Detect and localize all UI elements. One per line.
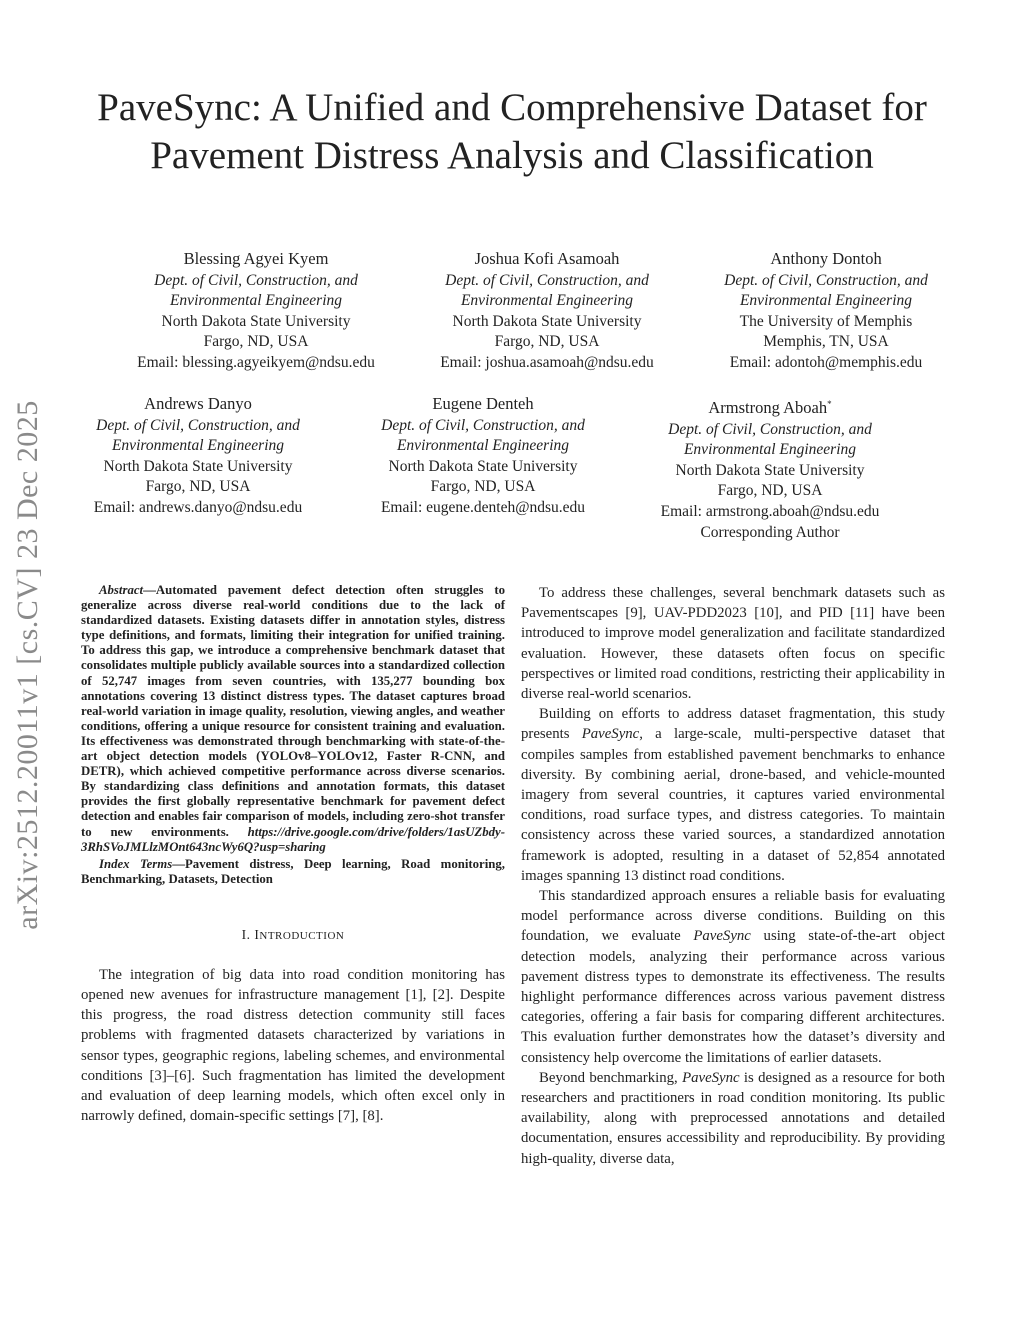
author-email: Email: andrews.danyo@ndsu.edu [93, 498, 303, 516]
paragraph-text: , a large-scale, multi-perspective dataset that compiles samples from established pavement benchmarks to enhance diversity. By combining aerial, drone-based, and vehicle-mounted imagery from several countries, it captures varied environmental conditions, road surface types, and distress categories. To maintain consistency across these varied sources, a standardized annotation framework is adopted, resulting in a dataset of 52,854 annotated images spanning 13 distinct road conditions. [521, 726, 945, 884]
author-dept: Environmental Engineering [169, 292, 343, 310]
author-dept: Dept. of Civil, Construction, and [445, 271, 649, 289]
intro-paragraph-2: To address these challenges, several benchmark datasets such as Pavementscapes [9], UAV-PDD2023 [10], and PID [11] have been introduced to improve model generalization and facilitate standardized evaluation. However, these datasets often focus on specific perspectives or limited road conditions, restricting their applicability in diverse real-world scenarios. [521, 585, 945, 703]
author-dept: Environmental Engineering [739, 292, 913, 310]
author-block-3 [686, 249, 966, 374]
section-title-rest: NTRODUCTION [259, 929, 345, 942]
author-block-5 [343, 394, 623, 519]
author-location: Fargo, ND, USA [494, 333, 600, 351]
author-university: North Dakota State University [675, 461, 865, 479]
author-dept: Dept. of Civil, Construction, and [724, 271, 928, 289]
author-university: North Dakota State University [161, 312, 351, 330]
author-name: Andrews Danyo [144, 394, 252, 413]
corresponding-mark: * [827, 399, 832, 409]
abstract [81, 583, 505, 855]
author-block-1 [116, 249, 396, 374]
paragraph-text: This standardized approach ensures a reliable basis for evaluating model performance across diverse conditions. Building on this foundation, we evaluate [521, 888, 945, 945]
author-dept: Environmental Engineering [111, 437, 285, 455]
author-email: Email: adontoh@memphis.edu [729, 353, 923, 371]
section-heading-introduction [81, 927, 505, 943]
left-column [81, 583, 505, 1127]
author-university: The University of Memphis [739, 312, 913, 330]
author-email: Email: joshua.asamoah@ndsu.edu [440, 353, 654, 371]
author-name-text: Armstrong Aboah [708, 398, 828, 417]
author-location: Memphis, TN, USA [763, 333, 889, 351]
author-location: Fargo, ND, USA [145, 478, 251, 496]
paper-title-line-2: Pavement Distress Analysis and Classification [150, 134, 874, 177]
index-terms-text: —Pavement distress, Deep learning, Road monitoring, Benchmarking, Datasets, Detection [81, 856, 505, 886]
index-terms-label: Index Terms [99, 856, 173, 871]
author-university: North Dakota State University [452, 312, 642, 330]
paragraph-text: is designed as a resource for both researchers and practitioners in road condition monitoring. Its public availability, along with preprocessed annotations and detailed documentation, ensures accessibility and reproducibility. By providing high-quality, diverse data, [521, 1069, 945, 1167]
index-terms [81, 857, 505, 887]
paper-title-line-1: PaveSync: A Unified and Comprehensive Dataset for [97, 86, 927, 129]
author-dept: Dept. of Civil, Construction, and [154, 271, 358, 289]
paper-title [0, 84, 1024, 180]
author-location: Fargo, ND, USA [203, 333, 309, 351]
dataset-name: PaveSync [581, 726, 640, 743]
paragraph-text: Beyond benchmarking, [539, 1069, 683, 1086]
dataset-name: PaveSync [682, 1069, 740, 1086]
author-dept: Environmental Engineering [396, 437, 570, 455]
author-dept: Dept. of Civil, Construction, and [668, 420, 872, 438]
author-university: North Dakota State University [103, 457, 293, 475]
author-location: Fargo, ND, USA [717, 482, 823, 500]
author-name: Blessing Agyei Kyem [183, 249, 329, 268]
author-email: Email: armstrong.aboah@ndsu.edu [660, 502, 880, 520]
author-dept: Dept. of Civil, Construction, and [96, 416, 300, 434]
author-dept: Environmental Engineering [460, 292, 634, 310]
author-name: Joshua Kofi Asamoah [474, 249, 620, 268]
intro-paragraph-3 [521, 704, 945, 886]
author-location: Fargo, ND, USA [430, 478, 536, 496]
abstract-label: Abstract [99, 583, 144, 597]
author-block-4 [58, 394, 338, 519]
author-block-2 [407, 249, 687, 374]
abstract-text: —Automated pavement defect detection often struggles to generalize across diverse real-world conditions due to the lack of standardized datasets. Existing datasets differ in annotation styles, distress type definitions, and formats, limiting their integration for unified training. To address this gap, we introduce a comprehensive benchmark dataset that consolidates multiple publicly available sources into a standardized collection of 52,747 images from seven countries, with 135,277 bounding box annotations covering 13 distinct distress types. The dataset captures broad real-world variation in image quality, resolution, viewing angles, and weather conditions, offering a unique resource for consistent training and evaluation. Its effectiveness was demonstrated through benchmarking with state-of-the-art object detection models (YOLOv8–YOLOv12, Faster R-CNN, and DETR), which achieved competitive performance across diverse scenarios. By standardizing class definitions and annotation formats, this dataset provides the first globally representative benchmark for pavement defect detection and enables fair comparison of models, including zero-shot transfer to new environments. [81, 583, 505, 839]
author-name: Eugene Denteh [432, 394, 534, 413]
author-dept: Dept. of Civil, Construction, and [381, 416, 585, 434]
corresponding-author-note: Corresponding Author [700, 523, 840, 541]
dataset-link[interactable]: https://drive.google.com/drive/folders/1asUZbdy-3RhSVoJMLlzMOnt643ncWy6Q?usp=sharing [81, 824, 505, 854]
section-number: I. [241, 926, 255, 942]
arxiv-identifier: arXiv:2512.20011v1 [cs.CV] 23 Dec 2025 [11, 400, 44, 930]
arxiv-sidebar [4, 370, 52, 960]
intro-paragraph-5 [521, 1068, 945, 1169]
right-column [521, 583, 945, 1169]
author-email: Email: blessing.agyeikyem@ndsu.edu [137, 353, 375, 371]
author-email: Email: eugene.denteh@ndsu.edu [380, 498, 586, 516]
paragraph-text: using state-of-the-art object detection models, analyzing their performance across various pavement distress types to demonstrate its effectiveness. The results highlight performance differences across various pavement distress categories, offering a fair basis for comparing different architectures. This evaluation further demonstrates how the dataset’s diversity and consistency help overcome the limitations of earlier datasets. [521, 928, 945, 1066]
dataset-name: PaveSync [693, 928, 751, 945]
section-initial: I [254, 926, 260, 942]
author-name: Anthony Dontoh [770, 249, 882, 268]
author-university: North Dakota State University [388, 457, 578, 475]
paragraph-text: Building on efforts to address dataset fragmentation, this study presents [521, 706, 945, 743]
author-block-6 [630, 394, 910, 543]
intro-paragraph-1: The integration of big data into road condition monitoring has opened new avenues for infrastructure management [1], [2]. Despite this progress, the road distress detection community still faces problems with fragmented datasets characterized by variations in sensor types, geographic regions, labeling schemes, and environmental conditions [3]–[6]. Such fragmentation has limited the development and evaluation of deep learning models, which often excel only in narrowly defined, domain-specific settings [7], [8]. [81, 966, 505, 1125]
author-dept: Environmental Engineering [683, 441, 857, 459]
author-name [630, 394, 910, 419]
intro-paragraph-4 [521, 886, 945, 1068]
